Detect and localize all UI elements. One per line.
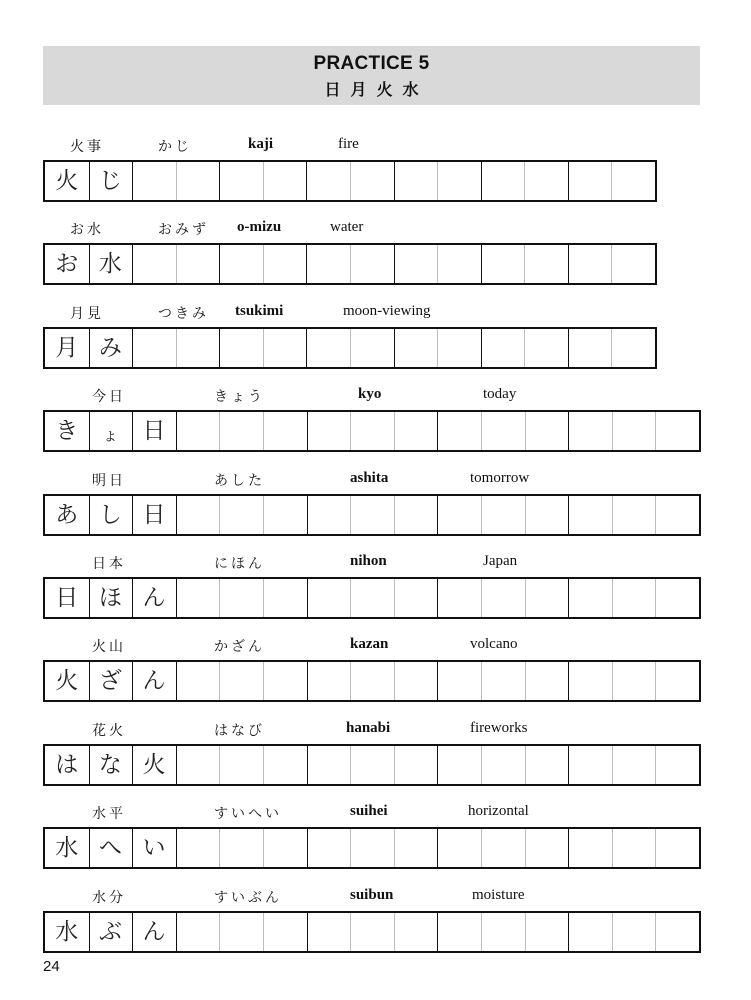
vocab-kanji: お水 [70,222,104,238]
vocab-entry [0,138,751,208]
practice-box [307,829,438,867]
practice-box [437,746,568,784]
model-character: 日 [55,585,79,611]
model-character: ょ [102,425,119,444]
practice-box [176,662,307,700]
writing-practice-grid [43,160,657,202]
practice-box-divider [655,913,656,951]
writing-practice-grid [43,410,701,452]
practice-box-divider [612,829,613,867]
vocab-entry [0,889,751,959]
vocab-romaji: o-mizu [237,219,282,235]
vocab-kana: にほん [214,556,265,572]
vocab-meaning: Japan [483,553,518,569]
practice-box-divider [394,829,395,867]
practice-box [307,496,438,534]
model-character: ぶ [98,919,122,945]
practice-box-divider [655,496,656,534]
practice-box-divider [219,496,220,534]
vocab-meaning: tomorrow [470,470,530,486]
practice-box-divider [655,746,656,784]
model-character: な [98,752,122,778]
practice-box-divider [263,662,264,700]
writing-practice-grid [43,660,701,702]
vocab-entry [0,722,751,792]
vocab-kanji: 火山 [92,639,126,655]
practice-box [307,746,438,784]
practice-box-divider [176,329,177,367]
model-character: ん [142,919,166,945]
vocab-meaning: horizontal [468,803,529,819]
vocab-romaji: ashita [350,470,389,486]
vocab-kana: きょう [214,389,265,405]
model-character: み [98,335,122,361]
practice-box-divider [263,829,264,867]
model-character: 日 [142,502,166,528]
practice-box-divider [525,496,526,534]
vocab-kanji: 水平 [92,806,126,822]
vocab-romaji: kazan [350,636,389,652]
vocab-kana: あした [214,473,265,489]
writing-practice-grid [43,494,701,536]
practice-box-divider [524,329,525,367]
vocab-entry [0,388,751,458]
practice-box-divider [263,412,264,450]
practice-box-divider [350,162,351,200]
practice-box [437,496,568,534]
vocab-romaji: tsukimi [235,303,284,319]
practice-box-divider [350,496,351,534]
practice-box-divider [525,913,526,951]
vocab-meaning: water [330,219,364,235]
practice-box-divider [525,662,526,700]
vocab-kana: かざん [214,639,265,655]
vocab-meaning: volcano [470,636,518,652]
practice-box-divider [219,829,220,867]
vocab-entry [0,638,751,708]
vocab-kanji: 今日 [92,389,126,405]
practice-box-divider [394,579,395,617]
practice-box-divider [437,245,438,283]
practice-box [437,829,568,867]
practice-box-divider [350,662,351,700]
practice-title: PRACTICE 5 [313,53,430,74]
practice-box-divider [394,496,395,534]
practice-box-divider [350,829,351,867]
practice-box-divider [612,496,613,534]
practice-box-divider [481,412,482,450]
writing-practice-grid [43,744,701,786]
vocab-meaning: today [483,386,517,402]
practice-box [176,412,307,450]
practice-box-divider [263,579,264,617]
practice-box-divider [350,746,351,784]
practice-box [307,579,438,617]
practice-box-divider [263,245,264,283]
practice-box-divider [350,412,351,450]
practice-box [568,913,699,951]
practice-box [176,829,307,867]
practice-box-divider [612,746,613,784]
model-character: へ [98,835,122,861]
vocab-kana: はなび [214,723,265,739]
vocab-meaning: fireworks [470,720,528,736]
practice-box-divider [655,662,656,700]
vocab-romaji: nihon [350,553,387,569]
vocab-meaning: moon-viewing [343,303,431,319]
practice-box-divider [263,496,264,534]
practice-box [307,662,438,700]
practice-box-divider [219,662,220,700]
practice-box [176,746,307,784]
practice-box-divider [481,496,482,534]
vocab-kana: すいへい [214,806,282,822]
practice-box [307,913,438,951]
vocab-kana: かじ [158,139,192,155]
practice-box-divider [219,913,220,951]
practice-box-divider [612,579,613,617]
practice-box-divider [219,579,220,617]
practice-box-divider [524,245,525,283]
practice-box-divider [394,662,395,700]
model-character: 水 [55,835,79,861]
practice-box-divider [612,412,613,450]
writing-practice-grid [43,577,701,619]
practice-box-divider [481,579,482,617]
vocab-romaji: kaji [248,136,274,152]
vocab-meaning: fire [338,136,359,152]
vocab-kanji: 火事 [70,139,104,155]
model-character: し [98,502,122,528]
practice-box [568,496,699,534]
vocab-kanji: 水分 [92,890,126,906]
vocab-entry [0,221,751,291]
practice-box [176,913,307,951]
writing-practice-grid [43,243,657,285]
vocab-kana: つきみ [158,306,209,322]
vocab-kanji: 花火 [92,723,126,739]
model-character: 水 [55,919,79,945]
vocab-kanji: 明日 [92,473,126,489]
vocab-kana: すいぶん [214,890,282,906]
practice-box-divider [394,746,395,784]
practice-box-divider [525,746,526,784]
practice-box-divider [219,746,220,784]
practice-box-divider [655,412,656,450]
practice-box-divider [524,162,525,200]
practice-box [568,579,699,617]
model-character: ざ [98,668,122,694]
vocab-entry [0,305,751,375]
practice-box-divider [481,913,482,951]
writing-practice-grid [43,911,701,953]
vocab-kanji: 月見 [70,306,104,322]
vocab-meaning: moisture [472,887,525,903]
practice-box [437,579,568,617]
vocab-romaji: suibun [350,887,394,903]
vocab-entry [0,472,751,542]
vocab-romaji: suihei [350,803,388,819]
practice-box-divider [263,162,264,200]
model-character: い [142,835,166,861]
vocab-romaji: hanabi [346,720,391,736]
practice-box-divider [263,746,264,784]
writing-practice-grid [43,827,701,869]
practice-box [176,496,307,534]
practice-box-divider [611,245,612,283]
vocab-kana: おみず [158,222,209,238]
model-character: 月 [55,335,79,361]
practice-box-divider [611,162,612,200]
practice-box-divider [176,245,177,283]
model-character: は [55,752,79,778]
practice-box-divider [263,913,264,951]
model-character: き [55,418,79,444]
practice-box [437,662,568,700]
writing-practice-grid [43,327,657,369]
vocab-romaji: kyo [358,386,382,402]
model-character: 火 [55,668,79,694]
model-character: お [55,251,79,277]
vocab-entry [0,805,751,875]
practice-box-divider [219,412,220,450]
model-character: 水 [98,251,122,277]
model-character: ん [142,668,166,694]
practice-box-divider [481,746,482,784]
practice-box-divider [263,329,264,367]
practice-box-divider [437,329,438,367]
practice-box-divider [655,579,656,617]
practice-box [568,829,699,867]
model-character: じ [98,168,122,194]
practice-box-divider [176,162,177,200]
practice-box-divider [525,829,526,867]
practice-box-divider [655,829,656,867]
model-character: あ [55,502,79,528]
model-character: 日 [142,418,166,444]
practice-box-divider [612,913,613,951]
practice-box [307,412,438,450]
practice-box-divider [350,245,351,283]
practice-box-divider [481,662,482,700]
practice-box-divider [481,829,482,867]
model-character: ん [142,585,166,611]
practice-box-divider [350,329,351,367]
vocab-entry [0,555,751,625]
model-character: 火 [142,752,166,778]
practice-box-divider [525,579,526,617]
practice-box [437,412,568,450]
practice-box-divider [612,662,613,700]
practice-kanji-set: 日月火水 [324,80,429,99]
practice-box [568,412,699,450]
practice-box-divider [350,579,351,617]
page-number: 24 [43,958,60,975]
practice-box [568,746,699,784]
practice-box [437,913,568,951]
practice-box-divider [525,412,526,450]
model-character: ほ [98,585,122,611]
practice-box-divider [611,329,612,367]
practice-box-divider [437,162,438,200]
practice-box-divider [394,913,395,951]
practice-box-divider [350,913,351,951]
vocab-kanji: 日本 [92,556,126,572]
practice-box [568,662,699,700]
practice-header [43,46,700,105]
model-character: 火 [55,168,79,194]
practice-box [176,579,307,617]
practice-box-divider [394,412,395,450]
